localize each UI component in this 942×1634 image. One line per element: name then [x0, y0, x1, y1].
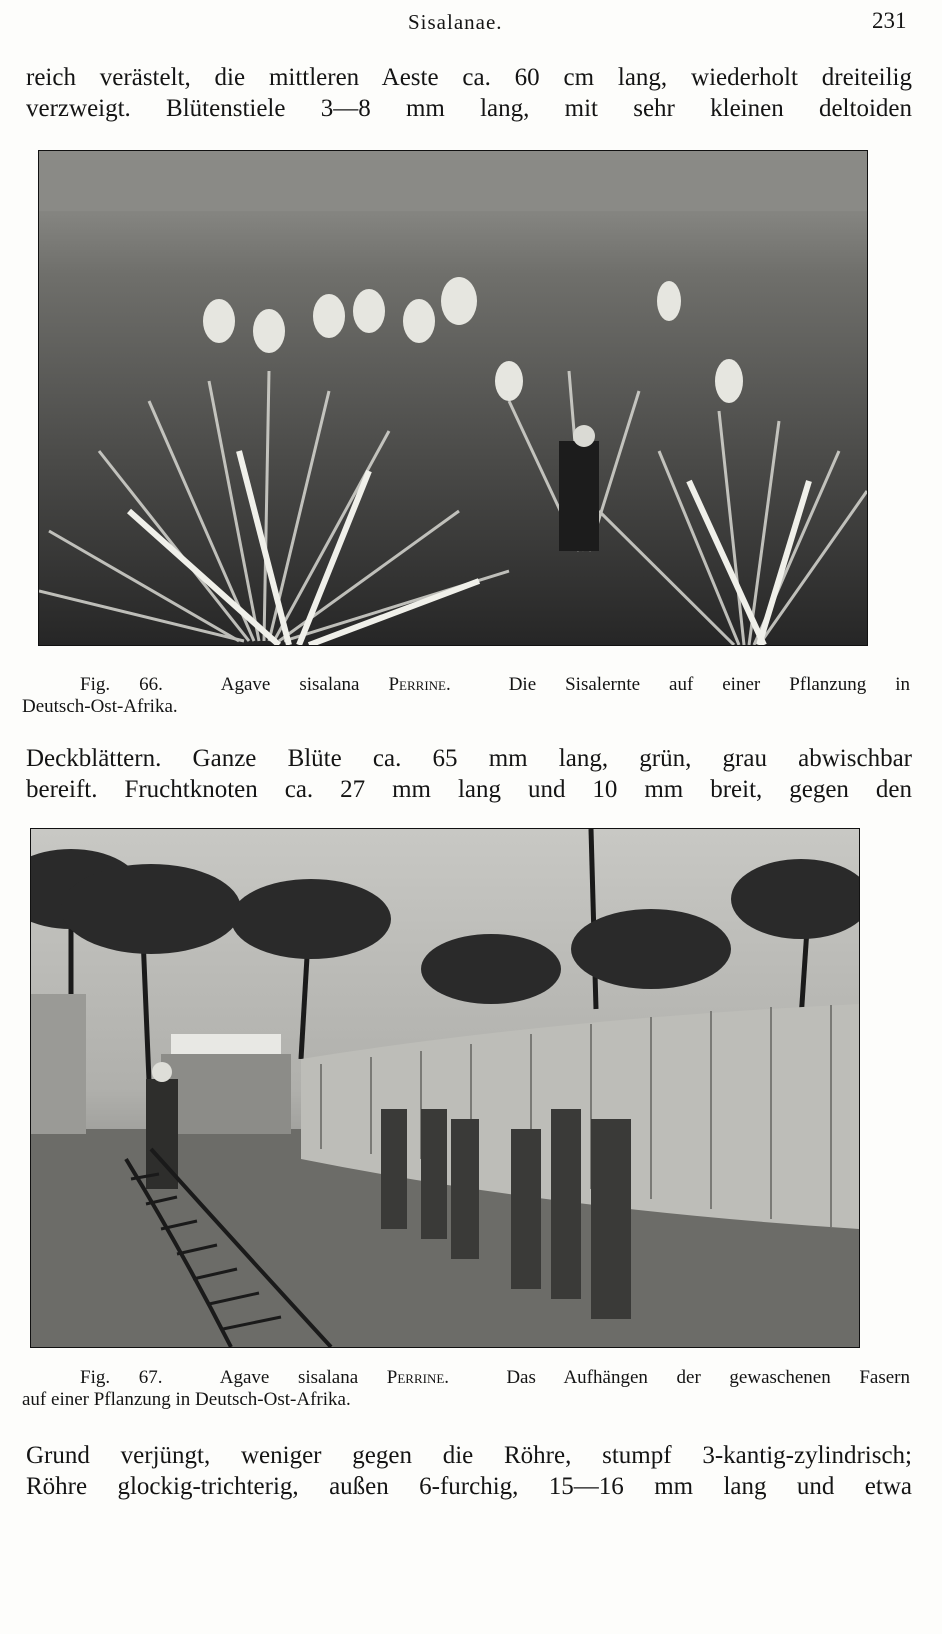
text-line: bereift. Fruchtknoten ca. 27 mm lang und 10 mm breit, gegen den — [26, 776, 912, 803]
species-author: Perrine. — [388, 674, 451, 695]
page-header — [0, 6, 942, 36]
text-line: Röhre glockig-trichterig, außen 6-furchig, 15—16 mm lang und etwa — [26, 1473, 912, 1500]
species-name: Agave sisalana — [220, 674, 360, 695]
caption-text: Das Aufhängen der gewaschenen Fasern — [506, 1367, 910, 1388]
figure-66-caption — [22, 674, 910, 718]
paragraph-3 — [26, 1440, 912, 1502]
text-line: reich verästelt, die mittleren Aeste ca. 60 cm lang, wiederholt dreiteilig — [26, 64, 912, 91]
species-author: Perrine. — [386, 1367, 450, 1388]
paragraph-2 — [26, 743, 912, 805]
caption-text: Die Sisalernte auf einer Pflanzung in — [508, 674, 910, 695]
text-line: verzweigt. Blütenstiele 3—8 mm lang, mit sehr kleinen deltoiden — [26, 95, 912, 122]
figure-label: Fig. 66. — [80, 674, 163, 695]
text-line: Grund verjüngt, weniger gegen die Röhre, stumpf 3-kantig-zylindrisch; — [26, 1442, 912, 1469]
paragraph-1 — [26, 62, 912, 124]
photo-fiber-drying — [30, 828, 860, 1348]
running-title: Sisalanae. — [408, 10, 503, 34]
photo-sisal-harvest — [38, 150, 868, 646]
caption-text: Deutsch-Ost-Afrika. — [22, 696, 178, 717]
text-line: Deckblättern. Ganze Blüte ca. 65 mm lang, grün, grau abwischbar — [26, 745, 912, 772]
figure-label: Fig. 67. — [80, 1367, 163, 1388]
species-name: Agave sisalana — [219, 1367, 359, 1388]
page-number: 231 — [872, 8, 907, 33]
figure-67-caption — [22, 1367, 910, 1411]
caption-text: auf einer Pflanzung in Deutsch-Ost-Afrika. — [22, 1389, 351, 1410]
